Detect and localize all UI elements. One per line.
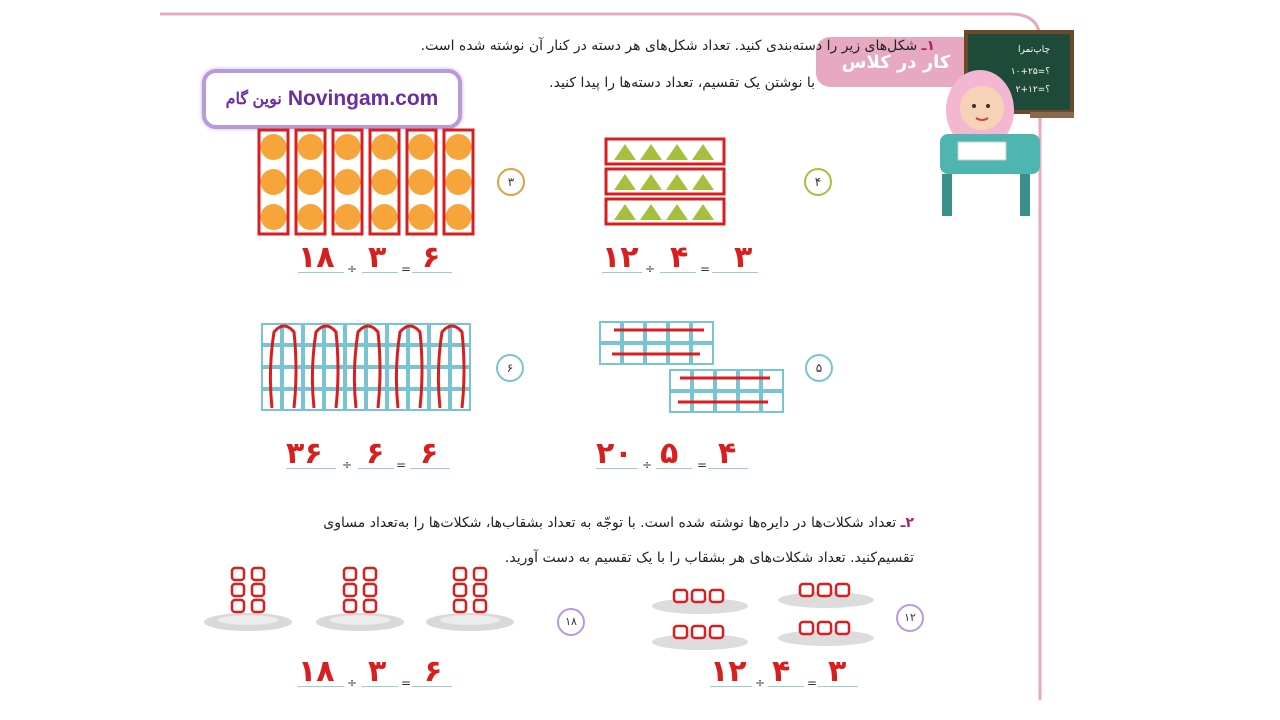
- logo-fa: نوین گام: [225, 91, 282, 108]
- grid-cell: [451, 390, 470, 410]
- grid-cell: [716, 370, 737, 390]
- orange-circle: [409, 134, 435, 160]
- plates-right-figure: [648, 580, 884, 650]
- q2-line-1: [323, 515, 914, 531]
- orange-circle: [335, 169, 361, 195]
- orange-circle: [372, 204, 398, 230]
- green-triangle: [640, 174, 662, 190]
- grid-cell: [623, 322, 644, 342]
- grid-cell: [451, 368, 470, 388]
- panel-3-badge: ۳: [497, 168, 525, 196]
- candy: [364, 568, 376, 580]
- grid-cell: [409, 368, 428, 388]
- eq6-divisor: ۶: [366, 436, 385, 471]
- panel-5-badge: ۵: [805, 354, 833, 382]
- eq3-eq-sign: =: [401, 262, 412, 276]
- green-triangle: [692, 144, 714, 160]
- orange-circle: [298, 169, 324, 195]
- green-triangle: [614, 204, 636, 220]
- q2-line-2: [505, 550, 914, 566]
- panel-6-grid-figure: [258, 320, 474, 415]
- candy: [252, 600, 264, 612]
- green-triangle: [692, 204, 714, 220]
- girl-at-desk-illustration: [930, 30, 1080, 220]
- q2-right-badge: ۱۲: [896, 604, 924, 632]
- orange-circle: [446, 204, 472, 230]
- green-triangle: [666, 174, 688, 190]
- grid-cell: [451, 346, 470, 366]
- grid-cell: [283, 368, 302, 388]
- orange-circle: [261, 134, 287, 160]
- green-triangle: [692, 174, 714, 190]
- candy: [836, 622, 849, 634]
- candy: [710, 590, 723, 602]
- green-triangle: [614, 144, 636, 160]
- candy: [836, 584, 849, 596]
- eq-q2r-eq-sign: =: [807, 676, 818, 690]
- eq-q2l-eq-sign: =: [401, 676, 412, 690]
- panel-4-badge: ۴: [804, 168, 832, 196]
- eq5-dividend: ۲۰: [596, 436, 633, 471]
- orange-circle: [335, 204, 361, 230]
- orange-circle: [372, 169, 398, 195]
- eq-q2l-dividend: ۱۸: [298, 654, 335, 689]
- eq5-div-sign: ÷: [642, 458, 653, 472]
- logo-text: Novingam.com: [287, 87, 439, 110]
- candy: [252, 584, 264, 596]
- board-line-3: ۲+۱۲=؟: [1015, 85, 1050, 95]
- q1-text-2: با نوشتن یک تقسیم، تعداد دسته‌ها را پیدا کنید.: [549, 75, 815, 91]
- candy: [692, 626, 705, 638]
- eq-q2r-result: ۳: [828, 654, 847, 689]
- green-triangle: [640, 144, 662, 160]
- candy: [818, 622, 831, 634]
- orange-circle: [298, 204, 324, 230]
- eq4-divisor: ۴: [670, 240, 689, 275]
- q1-line-2: [549, 75, 815, 91]
- candy: [692, 590, 705, 602]
- grid-cell: [600, 322, 621, 342]
- plate-inner: [218, 615, 278, 625]
- orange-circle: [446, 169, 472, 195]
- eq4-div-sign: ÷: [645, 262, 656, 276]
- eq5-result: ۴: [718, 436, 737, 471]
- orange-circle: [409, 204, 435, 230]
- candy: [454, 600, 466, 612]
- q2-text-2: تقسیم‌کنید. تعداد شکلات‌های هر بشقاب را با یک تقسیم به دست آورید.: [504, 550, 914, 566]
- eq-q2l-div-sign: ÷: [347, 676, 358, 690]
- eq-q2l-divisor: ۳: [368, 654, 387, 689]
- grid-cell: [646, 322, 667, 342]
- candy: [364, 584, 376, 596]
- eq4-dividend: ۱۲: [602, 240, 639, 275]
- candy: [252, 568, 264, 580]
- eq-q2l-result: ۶: [424, 654, 443, 689]
- plate-inner: [440, 615, 500, 625]
- eq4-eq-sign: =: [700, 262, 711, 276]
- eq6-div-sign: ÷: [342, 458, 353, 472]
- orange-circle: [372, 134, 398, 160]
- grid-cell: [325, 368, 344, 388]
- panel-4-triangles-figure: [602, 136, 732, 228]
- panel-6-badge: ۶: [496, 354, 524, 382]
- orange-circle: [298, 134, 324, 160]
- plate-inner: [330, 615, 390, 625]
- candy: [710, 626, 723, 638]
- green-triangle: [666, 204, 688, 220]
- grid-cell: [325, 346, 344, 366]
- candy: [674, 590, 687, 602]
- eq5-eq-sign: =: [697, 458, 708, 472]
- grid-cell: [693, 370, 714, 390]
- grid-cell: [670, 370, 691, 390]
- q2-number: ۲ـ: [900, 515, 914, 531]
- candy: [364, 600, 376, 612]
- eq6-eq-sign: =: [396, 458, 407, 472]
- orange-circle: [335, 134, 361, 160]
- candy: [344, 568, 356, 580]
- plates-left-figure: [200, 560, 540, 636]
- eq-q2r-div-sign: ÷: [755, 676, 766, 690]
- candy: [344, 584, 356, 596]
- novingam-logo: [202, 69, 462, 129]
- orange-circle: [261, 169, 287, 195]
- q1-number: ۱ـ: [921, 38, 935, 54]
- green-triangle: [614, 174, 636, 190]
- eq3-divisor: ۳: [368, 240, 387, 275]
- q1-text-1: شکل‌های زیر را دسته‌بندی کنید. تعداد شکل‌های هر دسته در کنار آن نوشته شده است.: [420, 38, 918, 54]
- eq3-div-sign: ÷: [347, 262, 358, 276]
- grid-cell: [325, 390, 344, 410]
- board-line-2: ۱۰+۲۵=؟: [1010, 67, 1050, 77]
- eq-q2r-divisor: ۴: [772, 654, 791, 689]
- candy: [232, 584, 244, 596]
- grid-cell: [409, 346, 428, 366]
- grid-cell: [367, 368, 386, 388]
- candy: [474, 568, 486, 580]
- class-work-label: کار در کلاس: [841, 51, 951, 73]
- eq3-dividend: ۱۸: [298, 240, 335, 275]
- panel-3-circles-figure: [255, 128, 480, 236]
- candy: [474, 600, 486, 612]
- eq6-dividend: ۳۶: [286, 436, 323, 471]
- q1-line-1: [421, 38, 935, 54]
- panel-5-grid-figure: [596, 318, 791, 418]
- candy: [800, 622, 813, 634]
- q2-text-1: تعداد شکلات‌ها در دایره‌ها نوشته شده است. با توجّه به تعداد بشقاب‌ها، شکلات‌ها را به‌تعداد مساوی: [323, 515, 897, 531]
- candy: [474, 584, 486, 596]
- grid-cell: [409, 390, 428, 410]
- candy: [344, 600, 356, 612]
- orange-circle: [409, 169, 435, 195]
- eq4-result: ۳: [734, 240, 753, 275]
- candy: [232, 600, 244, 612]
- orange-circle: [446, 134, 472, 160]
- grid-cell: [367, 346, 386, 366]
- eq5-divisor: ۵: [660, 436, 679, 471]
- grid-cell: [762, 370, 783, 390]
- eq6-result: ۶: [420, 436, 439, 471]
- grid-cell: [283, 346, 302, 366]
- grid-cell: [739, 370, 760, 390]
- grid-cell: [669, 322, 690, 342]
- orange-circle: [261, 204, 287, 230]
- candy: [800, 584, 813, 596]
- board-line-1: چاپ‌تمرا: [1018, 45, 1050, 55]
- candy: [454, 584, 466, 596]
- grid-cell: [367, 390, 386, 410]
- candy: [454, 568, 466, 580]
- green-triangle: [666, 144, 688, 160]
- candy: [674, 626, 687, 638]
- eq-q2r-dividend: ۱۲: [710, 654, 747, 689]
- green-triangle: [640, 204, 662, 220]
- grid-cell: [283, 390, 302, 410]
- eq3-result: ۶: [422, 240, 441, 275]
- grid-cell: [692, 322, 713, 342]
- q2-left-badge: ۱۸: [557, 608, 585, 636]
- candy: [818, 584, 831, 596]
- candy: [232, 568, 244, 580]
